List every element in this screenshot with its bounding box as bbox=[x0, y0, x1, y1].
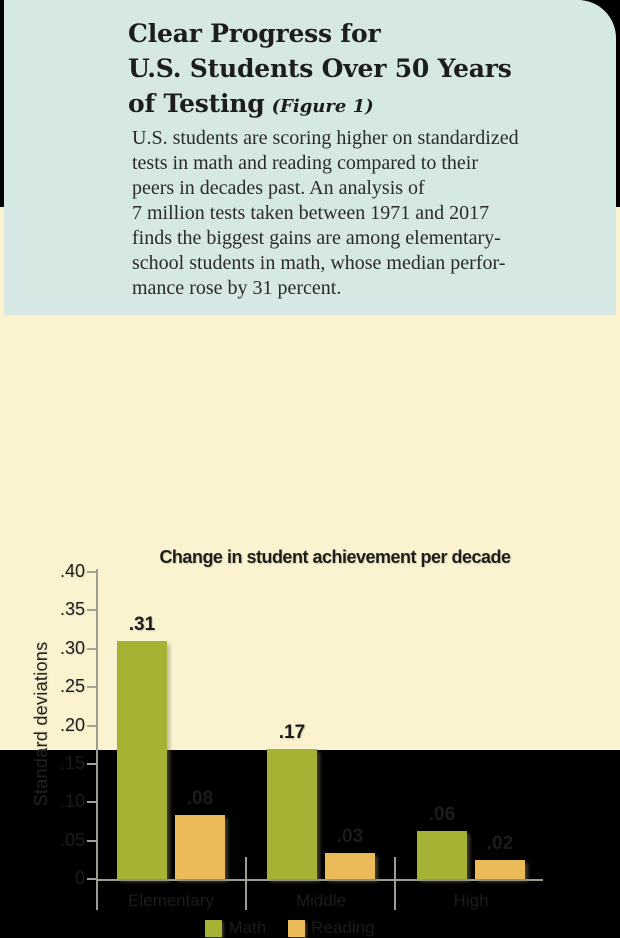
y-tick-label: .25 bbox=[59, 676, 85, 697]
reading-swatch-icon bbox=[288, 920, 305, 937]
desc-line: mance rose by 31 percent. bbox=[132, 277, 342, 299]
y-tick bbox=[87, 648, 97, 650]
bar-math-middle bbox=[267, 749, 317, 879]
math-swatch-icon bbox=[205, 920, 222, 937]
y-tick-label: .10 bbox=[59, 791, 85, 812]
x-axis-line bbox=[96, 879, 543, 881]
x-category-label: Middle bbox=[295, 891, 347, 910]
x-category-label: Elementary bbox=[128, 891, 214, 910]
legend-label-reading: Reading bbox=[311, 918, 375, 937]
y-tick bbox=[87, 840, 97, 842]
title-line-1: Clear Progress for bbox=[128, 19, 381, 48]
legend bbox=[0, 918, 580, 938]
page-title bbox=[128, 16, 588, 124]
y-tick bbox=[87, 801, 97, 803]
bar-reading-middle bbox=[325, 853, 375, 879]
bar-math-high bbox=[417, 831, 467, 879]
category-separator bbox=[394, 857, 396, 910]
y-tick-label: .15 bbox=[59, 752, 85, 773]
legend-item-reading bbox=[288, 918, 374, 938]
desc-line: U.S. students are scoring higher on standardized bbox=[132, 127, 519, 149]
bar-math-elementary bbox=[117, 641, 167, 879]
figure-tag: (Figure 1) bbox=[271, 96, 374, 117]
y-tick bbox=[87, 571, 97, 573]
y-tick-label: .40 bbox=[59, 561, 85, 581]
bar-value-label: .08 bbox=[186, 788, 214, 809]
desc-line: peers in decades past. An analysis of bbox=[132, 177, 425, 199]
description bbox=[132, 126, 552, 301]
desc-line: 7 million tests taken between 1971 and 2017 bbox=[132, 202, 490, 224]
chart-title: Change in student achievement per decade bbox=[159, 547, 511, 567]
bar-reading-high bbox=[475, 860, 525, 879]
bar-reading-elementary bbox=[175, 815, 225, 879]
title-line-2: U.S. Students Over 50 Years bbox=[128, 54, 512, 83]
y-tick bbox=[87, 686, 97, 688]
y-tick-label: .30 bbox=[59, 637, 85, 658]
bar-value-label: .03 bbox=[336, 826, 364, 847]
y-tick-label: 0 bbox=[74, 868, 85, 888]
y-tick-label: .35 bbox=[59, 599, 85, 620]
y-tick bbox=[87, 878, 97, 880]
y-tick bbox=[87, 609, 97, 611]
y-tick bbox=[87, 725, 97, 727]
desc-line: finds the biggest gains are among elementary- bbox=[132, 227, 501, 249]
x-category-label: High bbox=[453, 891, 489, 910]
y-tick-label: .20 bbox=[59, 714, 85, 735]
y-axis-line bbox=[96, 569, 98, 910]
y-tick-label: .05 bbox=[59, 829, 85, 850]
bar-value-label: .17 bbox=[278, 722, 306, 743]
bar-value-label: .06 bbox=[428, 804, 456, 825]
title-line-3: of Testing (Figure 1) bbox=[128, 89, 374, 118]
bar-value-label: .31 bbox=[128, 614, 156, 635]
category-separator bbox=[245, 857, 247, 910]
y-axis-title: Standard deviations bbox=[31, 641, 51, 807]
desc-line: school students in math, whose median perfor- bbox=[132, 252, 506, 274]
legend-item-math bbox=[205, 918, 266, 938]
legend-label-math: Math bbox=[228, 918, 267, 937]
hero-panel bbox=[4, 0, 616, 315]
desc-line: tests in math and reading compared to their bbox=[132, 152, 479, 174]
y-tick bbox=[87, 763, 97, 765]
bar-value-label: .02 bbox=[486, 833, 514, 854]
